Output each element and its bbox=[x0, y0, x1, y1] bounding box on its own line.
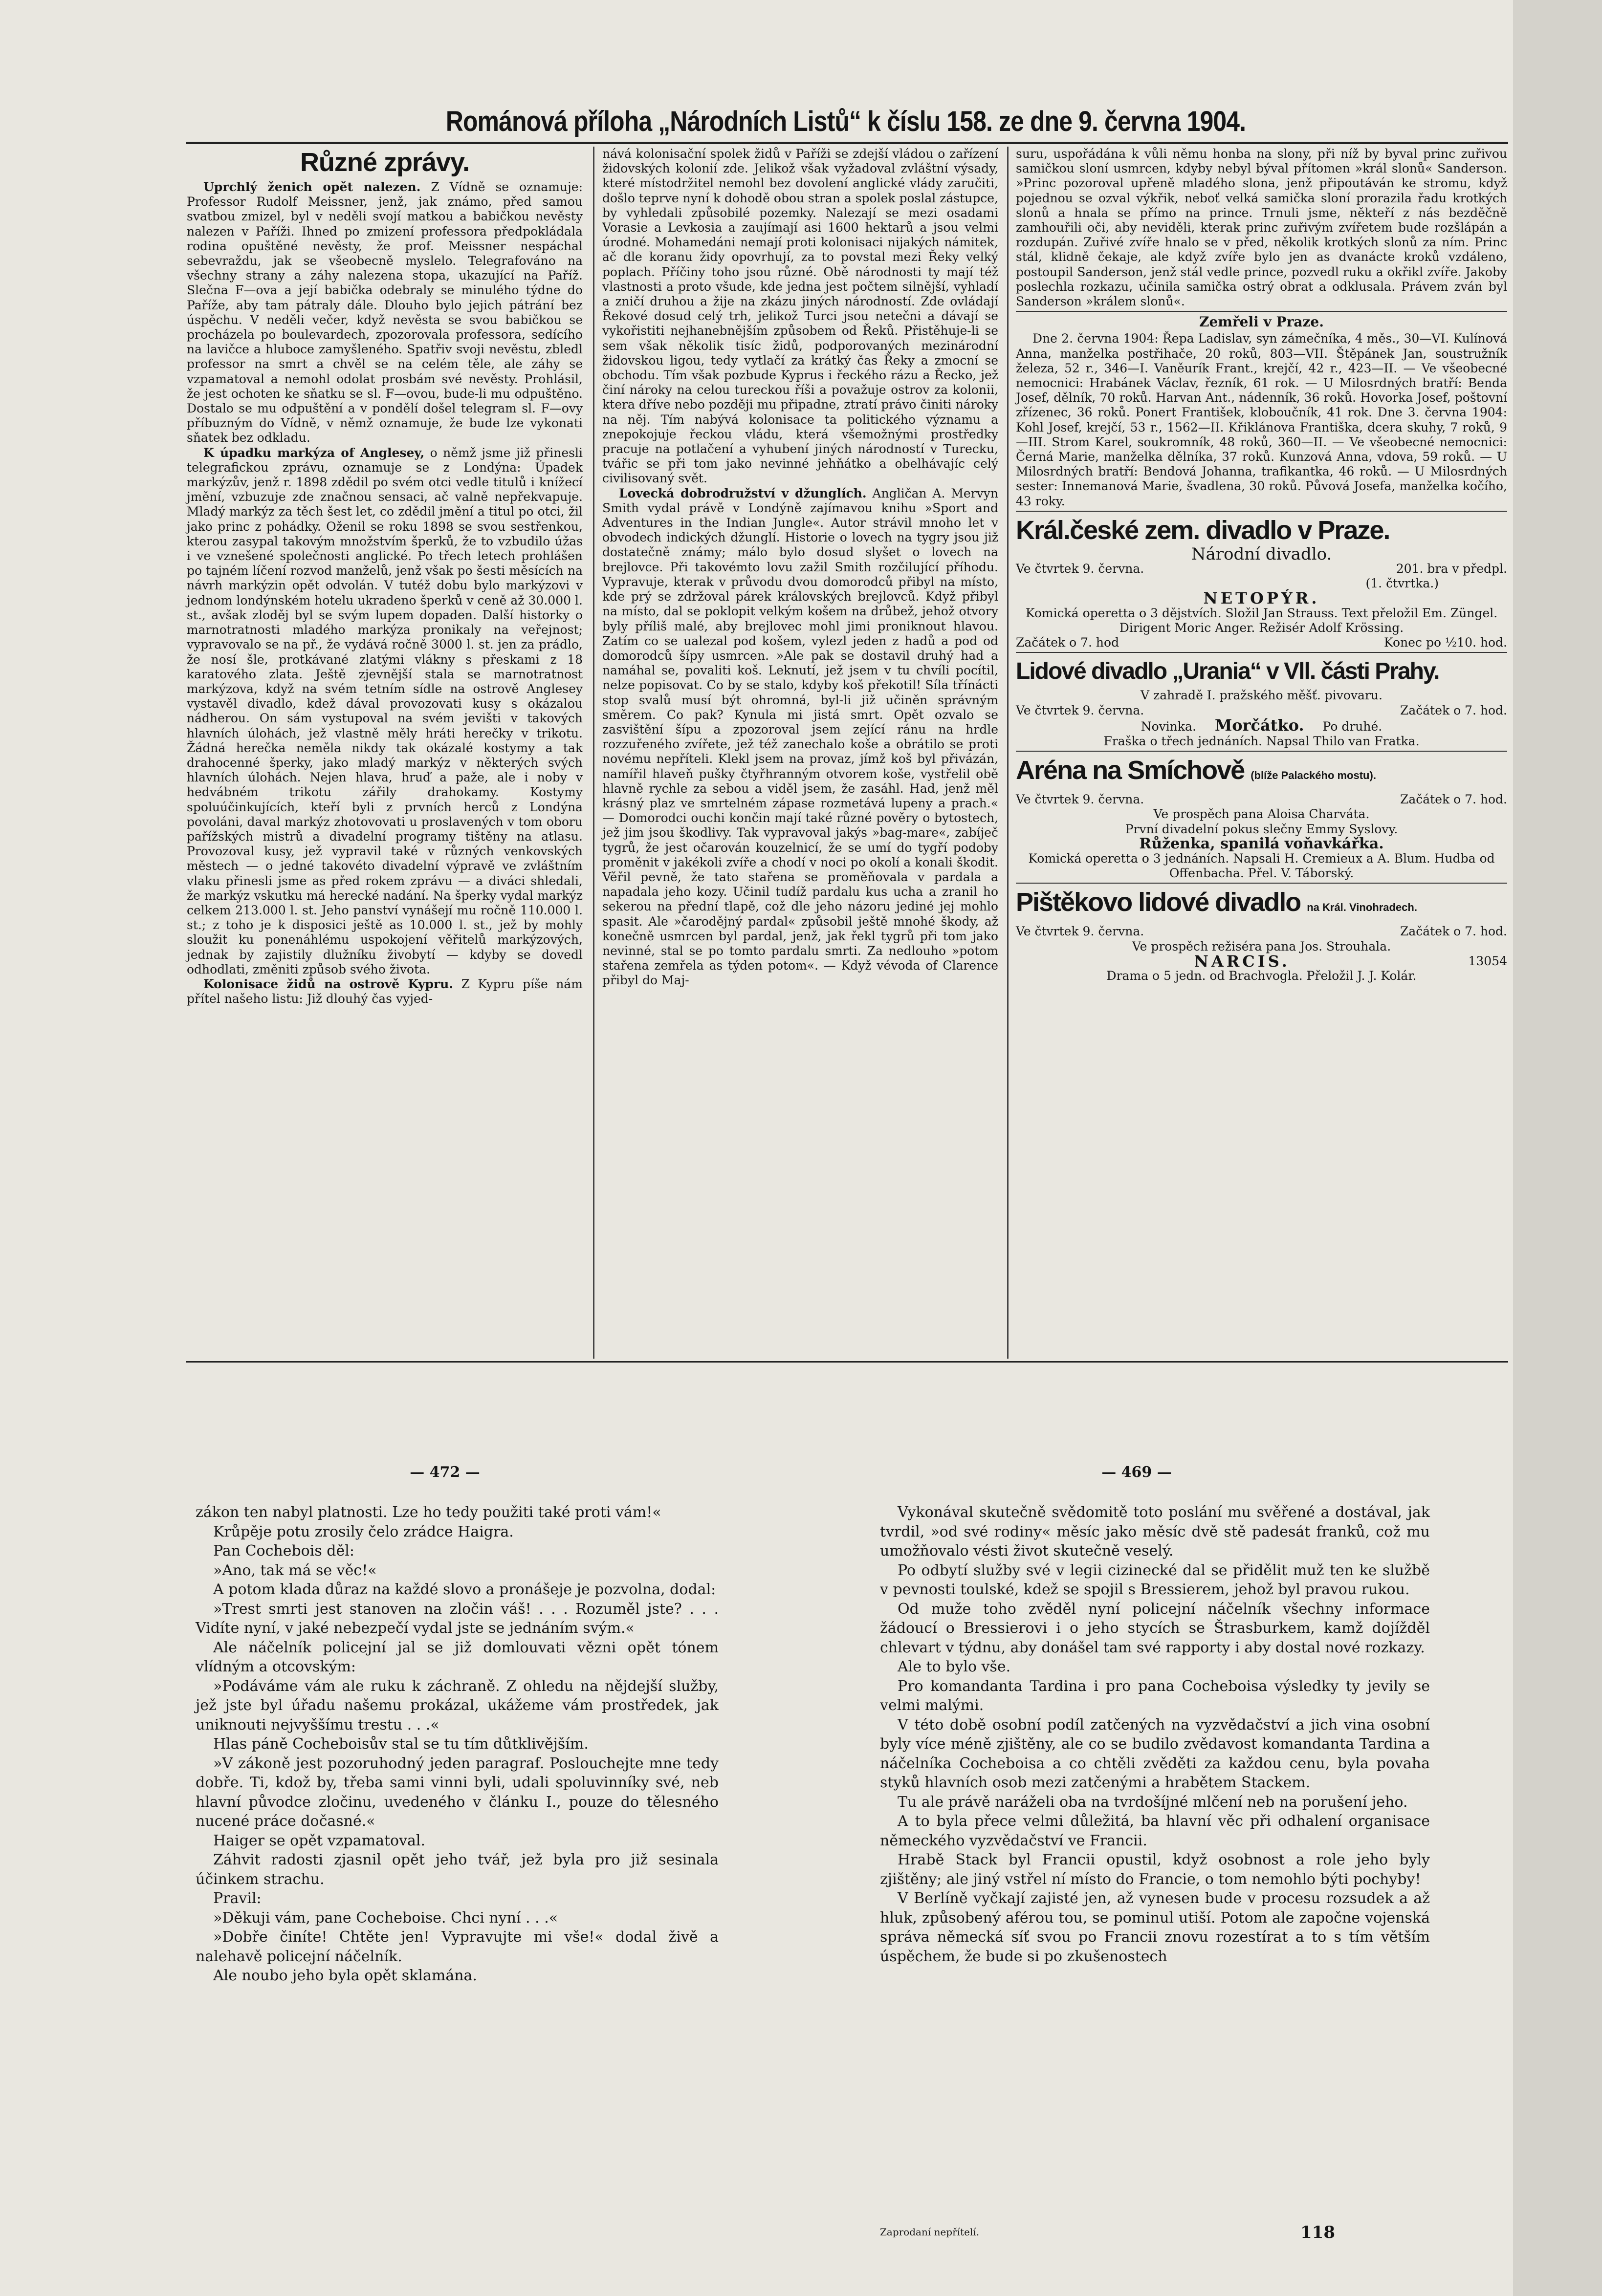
novel-paragraph: Od muže toho zvěděl nyní policejní náčelník všechny informace žádoucí o Bressierovi i o jeho stycích se Štrasburkem, kamž dojížděl chlevart v týdnu, aby donášel tam své rapporty i aby dostal nové rozkazy. bbox=[880, 1600, 1430, 1656]
article-text: Angličan A. Mervyn Smith vydal právě v Londýně zajímavou knihu »Sport and Adventures in the Indian Jungle«. Autor strávil mnoho let v obvodech indických džunglí. Historie o lovech na tygry jsou již dostatečně známy; málo bylo dosud slyšet o lovech na brejlovce. Při takovémto lovu zažil Smith rozčilující příhodu. Vypravuje, kterak v průvodu dvou domorodců přibyl na místo, kde prý se zdržoval párek královských brejlovců. Když přibyl na místo, dal se poklopit velkým košem na drůbež, jehož otvory byly příliš malé, aby brejlovec mohl jimi proniknout hlavou. Zatím co se ualezal pod košem, vylezl jeden z hadů a pod od domorodců šípy usmrcen. »Ale pak se dostavil druhý had a namáhal se, povaliti koš. Leknutí, jež jsem v tu chvíli pocítil, nelze popisovat. Co by se stalo, kdyby koš překotil! Síla třínácti stop svalů musí být ohromná, byl-li již učiněn správným směrem. Co pak? Kynula mi jistá smrt. Opět ozvalo se zasvištění šípu a zpozoroval jsem zející ránu na hrdle rozzuřeného zvířete, jež též zanechalo koše a obrátilo se proti novému nepříteli. Klekl jsem na provaz, jímž koš byl přivázán, namířil hlaveň pušky čtyřhranným otvorem koše, vystřelil obě hlavně rychle za sebou a viděl jsem, že zasáhl. Had, jenž měl krásný plaz ve smrtelném zápase rozmetává lupeny a prach.« — Domorodci ouchi končin mají také různé pověry o bytostech, jež jim jsou škodlivy. Tak vypravoval jakýs »bag-mare«, zabíječ tygrů, že jest očarován kouzelnicí, že se umí do tygří podoby proměnit v jakékoli zvíře a chodí v noci po okolí a konali škodit. Věřil pevně, že tato stařena se proměňovala v pardala a napadala jeho kozy. Učinil tudíž pardalu kus ucha a zranil ho sekerou na přední tlapě, což dle jeho názoru jediné jej mohlo spasit. Ale »čarodějný pardal« způsobil ještě mnohé škody, až konečně usmrcen byl pardal, jenž, jak řekl tygrů při tom jako nevinné, stal se po tomto pardalu smrti. Za nedlouho »potom stařena zemřela as týden potom«. — Když vévoda of Clarence přibyl do Maj- bbox=[602, 486, 998, 988]
theatre-4-note: na Král. Vinohradech. bbox=[1307, 901, 1417, 914]
deaths-list: Dne 2. června 1904: Řepa Ladislav, syn zámečníka, 4 měs., 30—VI. Kulínová Anna, manželka postřihače, 20 roků, 803—VII. Štěpánek Jan, soustružník železa, 52 r., 346—I. Vaněurík Frant., krejčí, 42 r., 423—II. — Ve všeobecné nemocnici: Hrabánek Václav, řezník, 61 rok. — U Milosrdných bratří: Benda Josef, dělník, 70 roků. Harvan Ant., nádenník, 36 roků. Hovorka Josef, poštovní zřízenec, 36 roků. Ponert František, kloboučník, 41 rok. Dne 3. června 1904: Kohl Josef, krejčí, 53 r., 1562—II. Křiklánova Františka, dcera skuhy, 7 roků, 9—III. Strom Karel, soukromník, 48 roků, 360—II. — Ve všeobecné nemocnici: Černá Marie, manželka dělníka, 37 roků. Kunzová Anna, vdova, 59 roků. — U Milosrdných bratří: Bendová Johanna, trafikantka, 46 roků. — U Milosrdných sester: Innemanová Marie, švadlena, 30 roků. Půvová Josefa, manželka kočího, 43 roky. bbox=[1016, 331, 1507, 508]
novel-paragraph: Ale noubo jeho byla opět sklamána. bbox=[213, 1967, 477, 1984]
divider bbox=[1016, 883, 1507, 884]
theatre-4-date: Ve čtvrtek 9. června. bbox=[1016, 924, 1144, 939]
theatre-3-date-row bbox=[1016, 792, 1507, 807]
article-text: nává kolonisační spolek židů v Paříži se zdejší vládou o zařízení židovských kolonií zde. Jelikož však vyžadoval zvláštní výsady, které místodržitel nemohl bez dovolení anglické vlády zaručiti, došlo teprve nyní k dohodě obou stran a spolek poslal zástupce, by vyhledali způsobilé pozemky. Nalezají se mezi osadami Vorasie a Levkosia a zaujímají asi 1600 hektarů a jsou velmi úrodné. Mohamedáni nemají proti kolonisaci nijakých námitek, ač dle koranu židy opovrhují, za to povstal mezi Řeky velký poplach. Příčiny toho jsou různé. Obě národnosti ty mají též vlastnosti a proto všude, kde jedna jest počtem silnější, vyhladí a zničí druhou a žije na zkázu jiných národností. Zde ovládají Řekové dosud celý trh, jelikož Turci jsou netečni a dávají se vykořistiti nejhanebnějším způsobem od Řeků. Přistěhuje-li se sem však několik tisíc židů, podporovaných mezinárodní židovskou ligou, tedy vytlačí za krátký čas Řeky a zmocní se obchodu. Tím však pozbude Kyprus i řeckého rázu a Řecko, jež činí nároky na celou tureckou říši a považuje ostrov za kolonii, ktera dříve nebo později mu připadne, ztratí právo činiti nároky na něj. Tím nabývá kolonisace ta politického významu a znepokojuje řeckou vládu, která všemožnými prostředky pracuje na potlačení a vyhubení jiných národností v Turecku, tvářic se při tom jako nevinné jehňátko a obelhávajíc celý civilisovaný svět. bbox=[602, 147, 998, 486]
theatre-1-end: Konec po ½10. hod. bbox=[1384, 635, 1507, 650]
theatre-4-num: 13054 bbox=[1468, 953, 1507, 968]
novel-paragraph: Krůpěje potu zrosily čelo zrádce Haigra. bbox=[213, 1523, 514, 1540]
novel-paragraph: Tu ale právě naráželi oba na tvrdošíjné mlčení neb na porušení jeho. bbox=[898, 1793, 1408, 1811]
theatre-1-times bbox=[1016, 635, 1507, 650]
theatre-2-novelty: Novinka. bbox=[1141, 719, 1196, 734]
theatre-2-title: Lidové divadlo „Urania“ v Vll. části Prahy. bbox=[1016, 658, 1439, 685]
footer-page-number: 118 bbox=[1300, 2223, 1335, 2242]
theatre-1-desc2: Dirigent Moric Anger. Režisér Adolf Krössing. bbox=[1119, 620, 1404, 635]
divider bbox=[1016, 652, 1507, 653]
theatre-3-desc: Komická operetta o 3 jednáních. Napsali H. Cremieux a A. Blum. Hudba od Offenbacha. Přel. V. Táborský. bbox=[1028, 851, 1495, 881]
page-number-right: — 469 — bbox=[1101, 1464, 1172, 1481]
theatre-1-date: Ve čtvrtek 9. června. bbox=[1016, 562, 1144, 576]
theatre-1-subtitle: Národní divadlo. bbox=[1191, 544, 1332, 564]
theatre-4-title-row bbox=[1016, 888, 1507, 922]
column-1 bbox=[187, 147, 583, 1006]
theatre-1-info2: (1. čtvrtka.) bbox=[1365, 576, 1439, 591]
article-text: Z Kypru píše nám přítel našeho listu: Již dlouhý čas vyjed- bbox=[187, 976, 583, 1006]
novel-paragraph: zákon ten nabyl platnosti. Lze ho tedy použiti také proti vám!« bbox=[196, 1504, 661, 1521]
theatre-3-benefit: Ve prospěch pana Aloisa Charváta. bbox=[1153, 807, 1370, 822]
novel-paragraph: Ale to bylo vše. bbox=[898, 1658, 1011, 1675]
novel-paragraph: »Dobře činíte! Chtěte jen! Vypravujte mi vše!« dodal živě a nalehavě policejní náčelník. bbox=[196, 1928, 719, 1965]
theatre-3-guest: První divadelní pokus slečny Emmy Syslovy. bbox=[1125, 822, 1398, 836]
novel-left-column bbox=[196, 1503, 719, 1986]
article-text: o němž jsme již přinesli telegrafickou zprávu, oznamuje se z Londýna: Úpadek markýzův, jenž r. 1898 zdědil po svém otci vedle titulů i knížecí jmění, vzbuzuje zde značnou sensaci, ač valně nepřekvapuje. Mladý markýz za těch šest let, co zdědil jmění a titul po otci, žil jako princ z pohádky. Oženil se roku 1898 se svou sestřenkou, kterou zasypal takovým množstvím šperků, že to vzbudilo úžas i ve vznešené společnosti anglické. Po třech letech prohlášen po tajném líčení rozvod manželů, jenž však po šesti měsících na návrh markýzin opět odvolán. V tutéž dobu bylo markýzovi v jednom londýnském hotelu ukradeno šperků v ceně až 30.000 l. st., avšak zloděj byl se svým lupem dopaden. Další historky o marnotratnosti mladého markýza pronikaly na veřejnost; vypravovalo se na př., že vydává ročně 3000 l. st. jen za prádlo, že nosí šle, protkávané zlatými vlákny s přeskami z 18 karatového zlata. Ještě zjevnější stala se marnotratnost markýzova, když na svém tetním sídle na ostrově Anglesey vystavěl divadlo, kdež dával provozovati kusy s okázalou nádherou. On sám vystupoval na svém jevišti v takových hlavních úlohách, jež vlastně měly hráti herečky v trikotu. Žádná herečka neměla nikdy tak okázalé kostymy a tak drahocenné šperky, jako mladý markýz v některých svých hlavních úlohách. Nejen hlava, hruď a paže, ale i noby v hedvábném trikotu zářily drahokamy. Kostymy spoluúčinkujících, kteří byli z prvních herců z Londýna povoláni, daval markýz zhotovovati u proslavených v tom oboru pařížských mistrů a divadelní programy tištěny na atlasu. Provozoval kusy, jež vypravil také v různých venkovských městech — o jedné takovéto divadelní výpravě ve zvláštním vlaku přinesli jsme as před rokem zprávu — a diváci shledali, že markýz vskutku má herecké nadání. Na šperky vydal markýz celkem 213.000 l. st. Jeho panství vynášejí mu ročně 110.000 l. st.; z toho je k disposici ještě as 10.000 l. st., jež by mohly sloužit ku ponenáhlému uspokojení věřitelů markýzových, jednak by zajistily dlužníku živobytí — kdyby se dovedl odhodlati, změniti způsob svého života. bbox=[187, 445, 583, 976]
novel-paragraph: Pravil: bbox=[213, 1890, 262, 1907]
divider bbox=[1016, 311, 1507, 312]
novel-paragraph: Vykonával skutečně svědomitě toto poslání mu svěřené a dostával, jak tvrdil, »od své rodiny« měsíc jako měsíc dvě stě padesát franků, což mu umožňovalo vésti život skutečně veselý. bbox=[880, 1504, 1430, 1560]
theatre-4-play-row bbox=[1016, 954, 1507, 969]
theatre-2-start: Začátek o 7. hod. bbox=[1400, 703, 1507, 717]
novel-paragraph: Ale náčelník policejní jal se již domlouvati vězni opět tónem vlídným a otcovským: bbox=[196, 1639, 719, 1675]
novel-paragraph: »Ano, tak má se věc!« bbox=[213, 1561, 377, 1579]
column-divider bbox=[1007, 147, 1009, 1359]
novel-paragraph: V této době osobní podíl zatčených na vyzvědačství a jich vina osobní byly více méně zjištěny, ale co se budilo zvědavost komandanta Tardina a náčelníka Cocheboisa a co chtěli zvěděti za každou cenu, byla povaha styků hlavních osob mezi zatčenými a hrabětem Stackem. bbox=[880, 1716, 1430, 1791]
theatre-3-start: Začátek o 7. hod. bbox=[1400, 792, 1507, 807]
novel-paragraph: Hlas páně Cocheboisův stal se tu tím důtklivějším. bbox=[213, 1735, 589, 1753]
novel-paragraph: »Děkuji vám, pane Cocheboise. Chci nyní . . .« bbox=[213, 1909, 558, 1927]
theatre-3-play: Růženka, spanilá voňavkářka. bbox=[1139, 835, 1384, 852]
column-2 bbox=[602, 147, 998, 988]
article-title: Uprchlý ženich opět nalezen. bbox=[203, 180, 421, 194]
theatre-3-title: Aréna na Smíchově bbox=[1016, 756, 1245, 785]
novel-paragraph: Haiger se opět vzpamatoval. bbox=[213, 1832, 426, 1849]
column-3 bbox=[1016, 147, 1507, 983]
novel-paragraph: Pan Cochebois děl: bbox=[213, 1542, 354, 1560]
theatre-4-start: Začátek o 7. hod. bbox=[1400, 924, 1507, 939]
column-divider bbox=[593, 147, 594, 1359]
theatre-2-desc: Fraška o třech jednáních. Napsal Thilo van Fratka. bbox=[1103, 734, 1420, 748]
novel-paragraph: Pro komandanta Tardina i pro pana Cocheboisa výsledky ty jevily se velmi malými. bbox=[880, 1677, 1430, 1714]
theatre-1-desc: Komická operetta o 3 dějstvích. Složil Jan Strauss. Text přeložil Em. Züngel. bbox=[1025, 606, 1498, 620]
theatre-2-after: Po druhé. bbox=[1322, 719, 1383, 734]
header-rule bbox=[186, 142, 1508, 144]
theatre-2-play: Morčátko. bbox=[1214, 715, 1304, 735]
theatre-4-play: NARCIS. bbox=[1194, 952, 1290, 971]
theatre-1-play: NETOPÝR. bbox=[1203, 589, 1320, 608]
novel-paragraph: A to byla přece velmi důležitá, ba hlavní věc při odhalení organisace německého vyzvědačství ve Francii. bbox=[880, 1813, 1430, 1849]
novel-paragraph: »Trest smrti jest stanoven na zločin váš! . . . Rozuměl jste? . . . Vidíte nyní, v jaké nebezpečí vydal jste se jednáním svým.« bbox=[196, 1600, 719, 1637]
theatre-2-subtitle: V zahradě I. pražského měšť. pivovaru. bbox=[1141, 688, 1383, 703]
article-paragraph bbox=[602, 486, 998, 988]
theatre-4-title: Pištěkovo lidové divadlo bbox=[1016, 888, 1301, 917]
novel-paragraph: »Podáváme vám ale ruku k záchraně. Z ohledu na nějdejší služby, jež jste byl úřadu našemu prokázal, ukážeme vám prostředek, jak uniknouti nejvyššímu trestu . . .« bbox=[196, 1677, 719, 1733]
deaths-heading: Zemřeli v Praze. bbox=[1199, 314, 1324, 330]
novel-paragraph: Záhvit radosti zjasnil opět jeho tvář, jež byla pro již sesinala účinkem strachu. bbox=[196, 1851, 719, 1888]
theatre-2-date: Ve čtvrtek 9. června. bbox=[1016, 703, 1144, 717]
theatre-3-title-row bbox=[1016, 756, 1507, 790]
theatre-1-start: Začátek o 7. hod bbox=[1016, 635, 1119, 650]
novel-paragraph: Po odbytí služby své v legii cizinecké dal se přidělit muž ten ke službě v pevnosti toulské, kdež se spojil s Bressierem, jehož byl pravou rukou. bbox=[880, 1561, 1430, 1598]
novel-paragraph: A potom klada důraz na každé slovo a pronášeje je pozvolna, dodal: bbox=[213, 1581, 716, 1598]
section-headline: Různé zprávy. bbox=[300, 148, 470, 177]
footer-note: Zaprodaní nepřítelí. bbox=[880, 2226, 980, 2238]
page-edge-strip bbox=[1513, 0, 1602, 2296]
theatre-1-title: Král.české zem. divadlo v Praze. bbox=[1016, 515, 1390, 545]
novel-paragraph: Hrabě Stack byl Francii opustil, když osobnost a role jeho byly zjištěny; ale jiný vstřel ní místo do Francie, o tom nemohlo býti pochyby! bbox=[880, 1851, 1430, 1888]
theatre-1-info: 201. bra v předpl. bbox=[1396, 562, 1507, 576]
theatre-3-date: Ve čtvrtek 9. června. bbox=[1016, 792, 1144, 807]
theatre-3-note: (blíže Palackého mostu). bbox=[1251, 769, 1376, 782]
theatre-2-play-row bbox=[1016, 715, 1507, 735]
article-paragraph bbox=[187, 180, 583, 446]
lower-rule bbox=[186, 1361, 1508, 1363]
article-title: K úpadku markýza of Anglesey, bbox=[203, 445, 425, 460]
page-number-left: — 472 — bbox=[410, 1464, 480, 1481]
article-paragraph bbox=[187, 977, 583, 1006]
article-text: Z Vídně se oznamuje: Professor Rudolf Meissner, jenž, jak známo, před samou svatbou zmizel, byl v neděli svojí matkou a babičkou nevěsty nalezen v Paříži. Ihned po zmizení professora předpokládala rodina opuštěné nevěsty, že prof. Meissner nespáchal sebevraždu, jak se všeobecně myslelo. Telegrafováno na všechny strany a záhy nalezena stopa, ukazující na Paříž. Slečna F—ova a její babička odebraly se minulého týdne do Paříže, aby tam pátraly dále. Dlouho bylo jejich pátrání bez úspěchu. V neděli večer, když nevěsta se svou babičkou se procházela po boulevardech, zpozorovala professora, sedícího na lavičce a hluboce zamyšleného. Spatřiv svoji nevěstu, zbledl professor na smrt a chvěl se na celém těle, ale záhy se vzpamatoval a nemohl odolat prosbám své nevěsty. Prohlásil, že jest ochoten ke sňatku se sl. F—ovou, bude-li mu odpuštěno. Dostalo se mu odpuštění a v pondělí došel telegram sl. F—ovy příbuzným do Vídně, v němž oznamuje, že bude lze vykonati sňatek bez odkladu. bbox=[187, 180, 583, 445]
novel-paragraph: »V zákoně jest pozoruhodný jeden paragraf. Poslouchejte mne tedy dobře. Ti, kdož by, třeba sami vinni byli, udali spoluvinníky své, neb hlavní původce zločinu, uvedeného v článku I., pouze do tělesného nucené práce dočasné.« bbox=[196, 1754, 719, 1830]
divider bbox=[1016, 511, 1507, 512]
page-header: Románová příloha „Národních Listů“ k číslu 158. ze dne 9. června 1904. bbox=[445, 106, 1246, 137]
article-title: Lovecká dobrodružství v džunglích. bbox=[619, 486, 867, 500]
article-paragraph bbox=[187, 446, 583, 977]
divider bbox=[1016, 751, 1507, 752]
novel-paragraph: V Berlíně vyčkají zajisté jen, až vynesen bude v procesu rozsudek a až hluk, způsobený aférou tou, se pominul utiší. Potom ale započne vojenská správa německá síť svou po Francii znovu rozestírat a to s tím větším úspěchem, že bude si po zkušenostech bbox=[880, 1890, 1430, 1965]
theatre-4-desc: Drama o 5 jedn. od Brachvogla. Přeložil J. J. Kolár. bbox=[1106, 968, 1417, 983]
theatre-4-date-row bbox=[1016, 924, 1507, 939]
article-title: Kolonisace židů na ostrově Kypru. bbox=[203, 976, 454, 991]
novel-right-column bbox=[880, 1503, 1430, 1966]
theatre-4-benefit: Ve prospěch režiséra pana Jos. Strouhala. bbox=[1132, 939, 1391, 953]
article-text: suru, uspořádána k vůli němu honba na slony, při níž by byval princ zuřivou samičkou sloní usmrcen, kdyby nebyl býval přítomen »král slonů« Sanderson. »Princ pozoroval upřeně mladého slona, jenž připoutáván ke stromu, když pojednou se ozval výkřik, neboť velká samička sloní prorazila řadu krotkých slonů a hnala se přímo na prince. Trnuli jsme, někteří z nás bezděčně zamhouřili oči, aby neviděli, kterak princ zuřivým zvířetem bude rozšlápán a rozdupán. Zuřivé zvíře hnalo se v před, několik krotkých slonů za ním. Princ stál, klidně čekaje, ale když zvíře bylo jen as dvanácte kroků vzdáleno, postoupil Sanderson, jenž stál vedle prince, pozvedl ruku a okřikl zvíře. Jakoby poslechla rozkazu, učinila samička ostrý obrat a odklusala. Právem zván byl Sanderson »králem slonů«. bbox=[1016, 147, 1507, 309]
